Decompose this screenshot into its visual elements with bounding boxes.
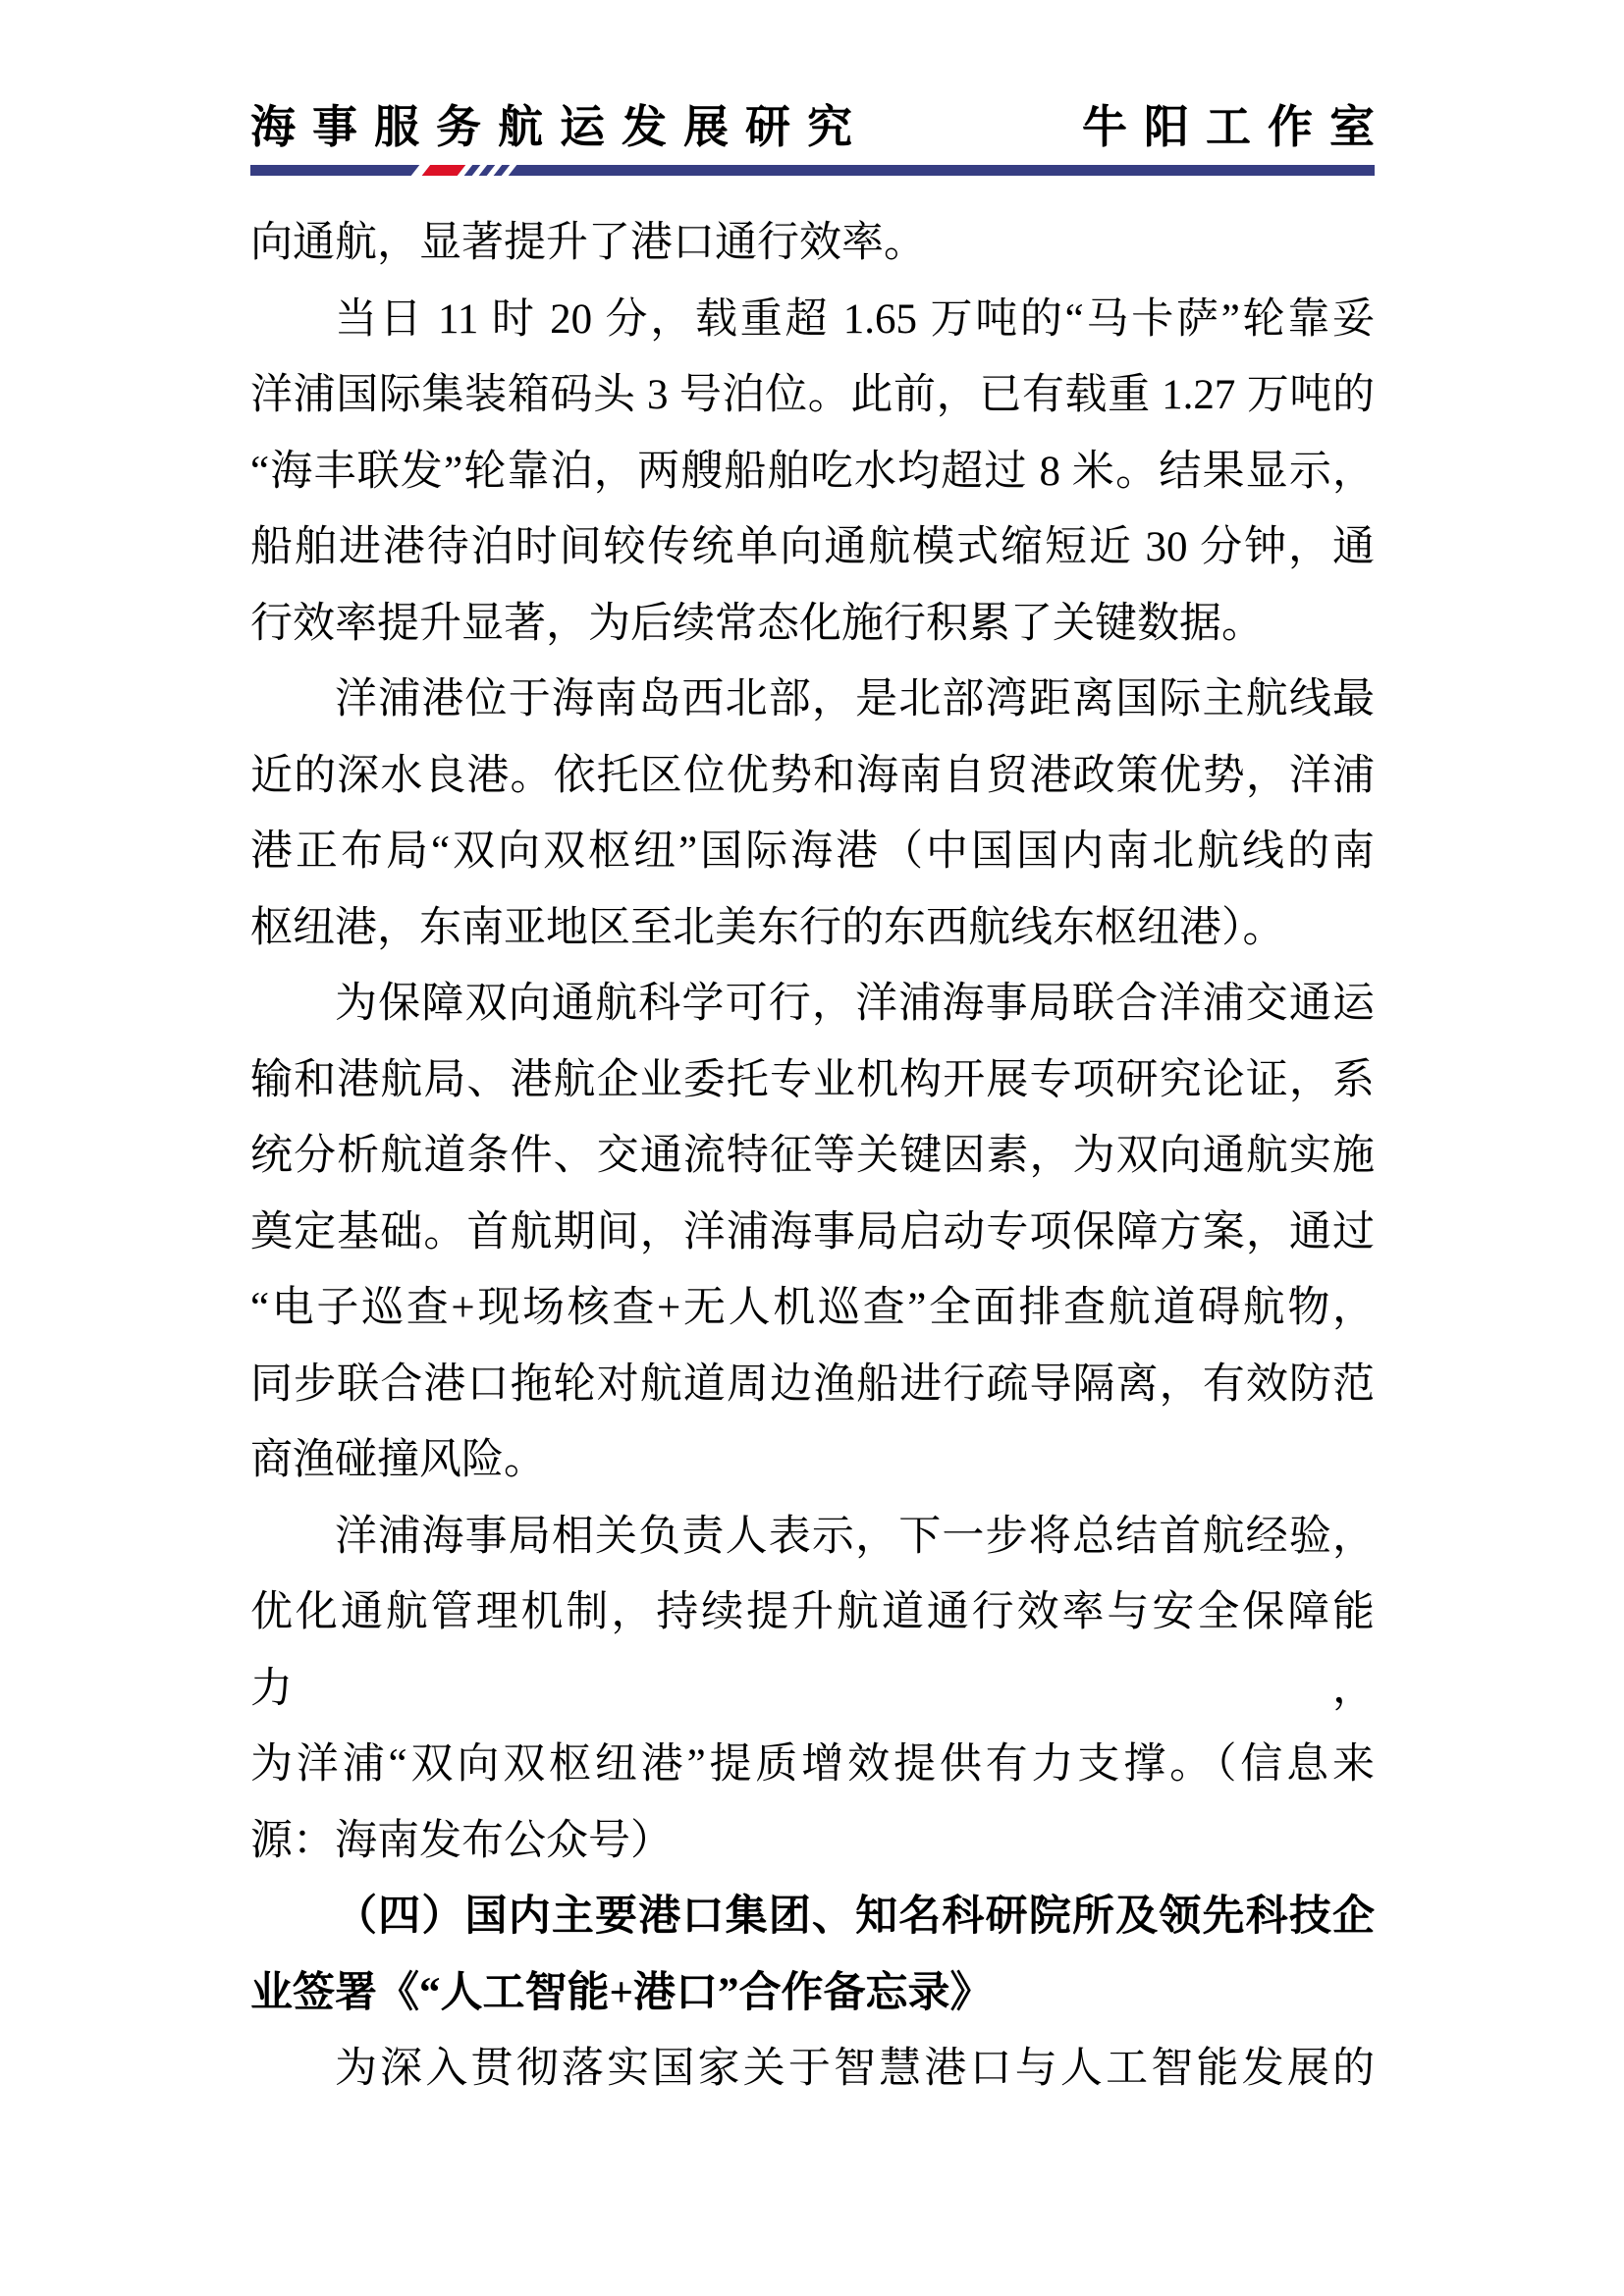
text-line: 枢纽港，东南亚地区至北美东行的东西航线东枢纽港）。 (250, 904, 1285, 951)
text-line: “海丰联发”轮靠泊，两艘船舶吃水均超过 8 米。结果显示， (250, 448, 1375, 495)
text-line: （四）国内主要港口集团、知名科研院所及领先科技企 (335, 1894, 1375, 1940)
text-line: 统分析航道条件、交通流特征等关键因素，为双向通航实施 (250, 1133, 1375, 1179)
page-header (250, 101, 1391, 176)
text-line: 洋浦港位于海南岛西北部，是北部湾距离国际主航线最 (335, 676, 1375, 722)
divider-accent-icon (411, 165, 517, 176)
text-line: 商渔碰撞风险。 (250, 1437, 546, 1483)
text-line: “电子巡查+现场核查+无人机巡查”全面排查航道碍航物， (250, 1285, 1375, 1331)
text-line: 行效率提升显著，为后续常态化施行积累了关键数据。 (250, 600, 1264, 647)
text-line: 船舶进港待泊时间较传统单向通航模式缩短近 30 分钟，通 (250, 524, 1375, 570)
document-body (250, 205, 1375, 2108)
text-line: 洋浦国际集装箱码头 3 号泊位。此前，已有载重 1.27 万吨的 (250, 372, 1375, 418)
text-line: 优化通航管理机制，持续提升航道通行效率与安全保障能力， (250, 1589, 1375, 1712)
header-title-row (250, 101, 1391, 152)
text-line: 为保障双向通航科学可行，洋浦海事局联合洋浦交通运 (335, 981, 1375, 1027)
text-line: 源：海南发布公众号） (250, 1817, 673, 1864)
text-line: 为深入贯彻落实国家关于智慧港口与人工智能发展的 (335, 2046, 1375, 2092)
text-line: 同步联合港口拖轮对航道周边渔船进行疏导隔离，有效防范 (250, 1361, 1375, 1408)
text-line: 当日 11 时 20 分，载重超 1.65 万吨的“马卡萨”轮靠妥 (335, 295, 1375, 343)
text-line: 奠定基础。首航期间，洋浦海事局启动专项保障方案，通过 (250, 1208, 1375, 1255)
text-line: 洋浦海事局相关负责人表示，下一步将总结首航经验， (335, 1513, 1375, 1560)
header-left-title: 海事服务航运发展研究 (250, 101, 869, 152)
text-line: 向通航，显著提升了港口通行效率。 (250, 220, 926, 266)
text-line: 业签署《“人工智能+港口”合作备忘录》 (250, 1969, 993, 2016)
text-line: 港正布局“双向双枢纽”国际海港（中国国内南北航线的南 (250, 828, 1375, 875)
header-divider-bar (250, 165, 1375, 176)
text-line: 输和港航局、港航企业委托专业机构开展专项研究论证，系 (250, 1056, 1375, 1103)
text-line: 近的深水良港。依托区位优势和海南自贸港政策优势，洋浦 (250, 752, 1375, 799)
header-right-title: 牛阳工作室 (1082, 101, 1391, 152)
text-line: 为洋浦“双向双枢纽港”提质增效提供有力支撑。（信息来 (250, 1741, 1375, 1788)
